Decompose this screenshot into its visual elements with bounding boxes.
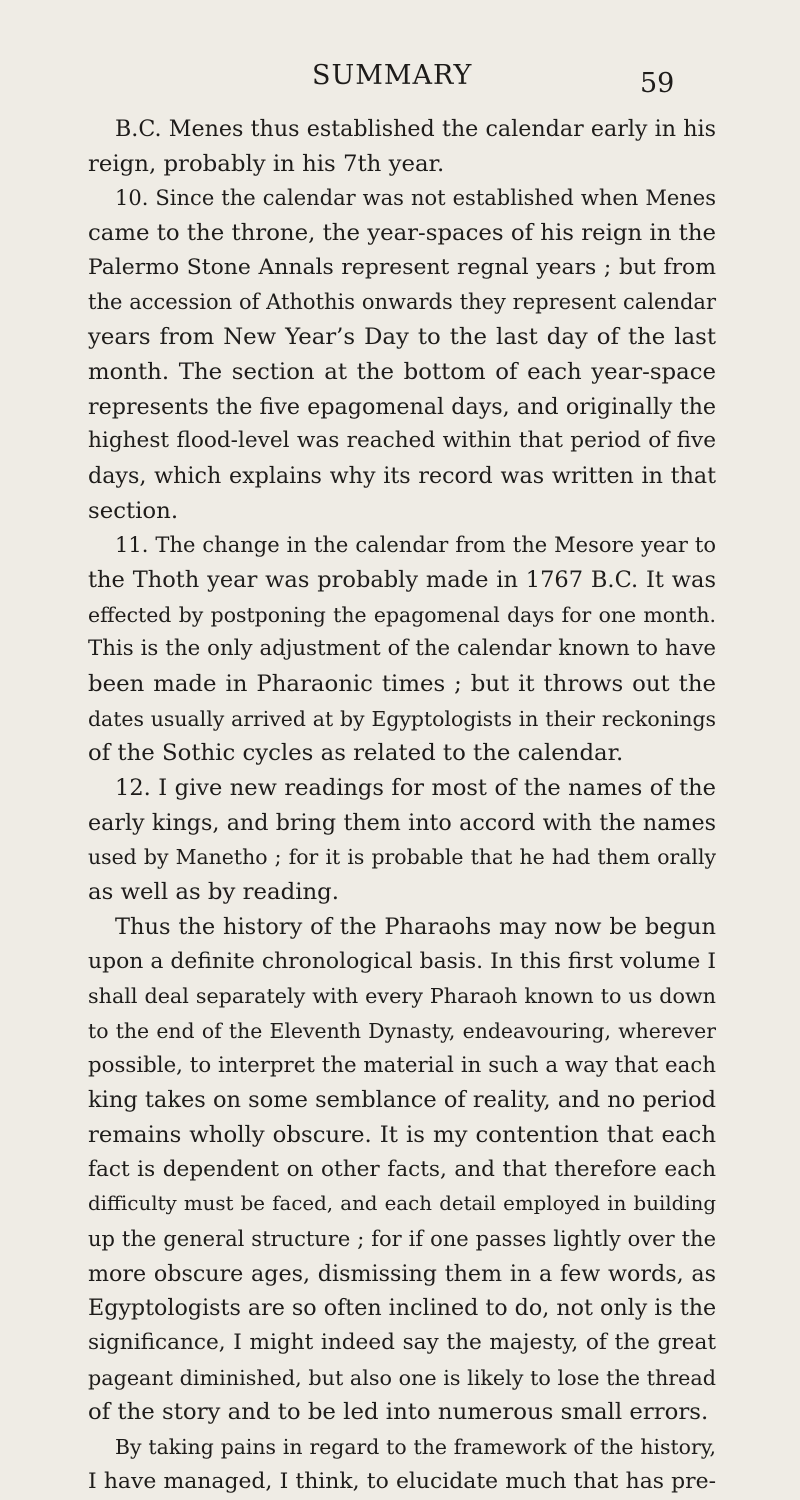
text-line: This is the only adjustment of the calendar known to have (88, 636, 716, 662)
running-title: SUMMARY (312, 60, 473, 91)
text-line: as well as by reading. (88, 879, 340, 906)
text-line: upon a definite chronological basis. In this first volume I (88, 948, 716, 974)
text-line: years from New Year’s Day to the last day of the last (88, 324, 716, 351)
text-line: up the general structure ; for if one passes lightly over the (88, 1227, 716, 1251)
text-line: king takes on some semblance of reality, and no period (88, 1087, 717, 1114)
text-line: B.C. Menes thus established the calendar early in his (115, 116, 716, 142)
page-number: 59 (640, 68, 675, 99)
text-line: significance, I might indeed say the majesty, of the great (88, 1330, 716, 1356)
text-line: remains wholly obscure. It is my contention that each (88, 1121, 716, 1148)
body-text (88, 112, 716, 1500)
text-line: used by Manetho ; for it is probable that he had them orally (88, 845, 716, 870)
text-line: pageant diminished, but also one is likely to lose the thread (88, 1365, 716, 1390)
text-line: represents the five epagomenal days, and originally the (88, 393, 716, 420)
text-line: I have managed, I think, to elucidate much that has pre- (88, 1468, 716, 1494)
text-line: 10. Since the calendar was not established when Menes (115, 186, 716, 211)
text-line: shall deal separately with every Pharaoh known to us down (88, 984, 716, 1009)
text-line: possible, to interpret the material in such a way that each (88, 1052, 716, 1078)
text-line: highest flood-level was reached within that period of five (88, 428, 716, 454)
text-line: month. The section at the bottom of each year-space (88, 358, 716, 385)
text-line: section. (88, 497, 179, 524)
text-line: Thus the history of the Pharaohs may now be begun (115, 913, 716, 940)
text-line: effected by postponing the epagomenal days for one month. (88, 602, 716, 627)
text-line: more obscure ages, dismissing them in a few words, as (88, 1260, 716, 1287)
text-line: reign, probably in his 7th year. (88, 150, 445, 177)
text-line: dates usually arrived at by Egyptologists in their reckonings (88, 706, 716, 731)
text-line: the Thoth year was probably made in 1767 B.C. It was (88, 566, 716, 593)
text-line: 12. I give new readings for most of the names of the (115, 775, 716, 802)
text-line: of the story and to be led into numerous small errors. (88, 1399, 709, 1426)
text-line: been made in Pharaonic times ; but it throws out the (88, 671, 716, 697)
text-line: the accession of Athothis onwards they represent calendar (88, 290, 716, 315)
text-line: fact is dependent on other facts, and that therefore each (88, 1156, 716, 1182)
text-line: By taking pains in regard to the framework of the history, (115, 1435, 716, 1460)
text-line: Palermo Stone Annals represent regnal years ; but from (88, 254, 716, 280)
text-line: early kings, and bring them into accord with the names (88, 809, 716, 836)
text-line: to the end of the Eleventh Dynasty, endeavouring, wherever (88, 1018, 716, 1043)
text-line: days, which explains why its record was written in that (88, 462, 716, 489)
page-header (0, 60, 800, 100)
text-line: Egyptologists are so often inclined to do, not only is the (88, 1295, 717, 1322)
text-line: difficulty must be faced, and each detail employed in building (88, 1192, 716, 1216)
text-line: of the Sothic cycles as related to the calendar. (88, 740, 624, 767)
text-line: came to the throne, the year-spaces of his reign in the (88, 220, 716, 247)
text-line: 11. The change in the calendar from the Mesore year to (115, 533, 716, 558)
